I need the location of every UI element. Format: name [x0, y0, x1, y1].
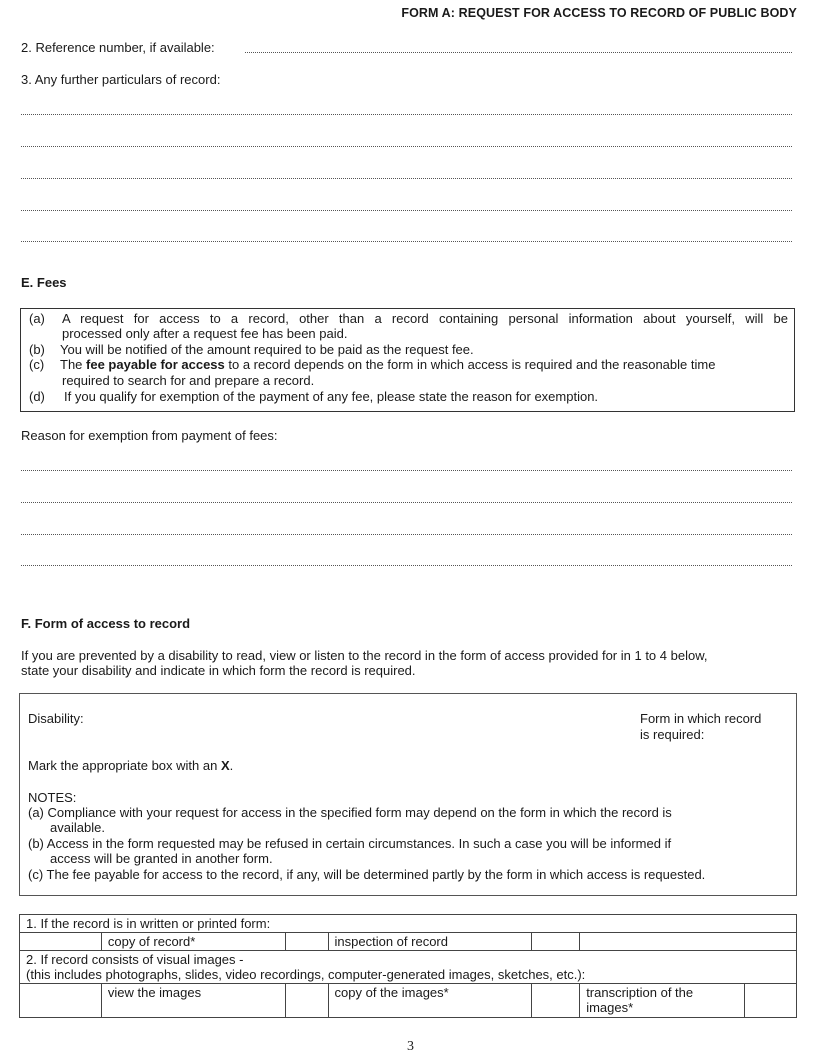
copy-of-record-label: copy of record* [101, 933, 285, 951]
exemption-line-4[interactable] [21, 565, 792, 566]
form-required-label: Form in which record is required: [640, 711, 762, 742]
exemption-label: Reason for exemption from payment of fees: [21, 428, 278, 443]
view-images-checkbox[interactable] [285, 984, 328, 1018]
form-of-access-intro-1: If you are prevented by a disability to read, view or listen to the record in the form of access provided for in 1 to 4 below, [21, 648, 708, 663]
copy-of-record-checkbox[interactable] [285, 933, 328, 951]
disability-label[interactable]: Disability: [28, 711, 84, 726]
particulars-line-2[interactable] [21, 146, 792, 147]
particulars-label: 3. Any further particulars of record: [21, 72, 221, 87]
table-row [20, 951, 797, 984]
particulars-line-3[interactable] [21, 178, 792, 179]
reference-number-field[interactable] [245, 52, 792, 53]
fees-info-box: (a) A request for access to a record, other than a record containing personal information about yourself, will be processed only after a request fee has been paid. (b) You will be notified of the amount required to be paid as the request fee. (c) The fee payable for access to a record depends on the form in which access is required and the reasonable time required to search for and prepare a record. (d) If you qualify for exemption of the payment of any fee, please state the reason for exemption. [20, 308, 795, 412]
copy-images-checkbox[interactable] [532, 984, 580, 1018]
view-images-label: view the images [101, 984, 285, 1018]
written-form-heading: 1. If the record is in written or printed form: [20, 915, 797, 933]
form-of-access-intro-2: state your disability and indicate in which form the record is required. [21, 663, 416, 678]
note-c: (c) The fee payable for access to the record, if any, will be determined partly by the form in which access is requested. [28, 867, 706, 882]
fees-heading: E. Fees [21, 275, 67, 290]
particulars-line-1[interactable] [21, 114, 792, 115]
inspection-of-record-checkbox[interactable] [532, 933, 580, 951]
notes-heading: NOTES: [28, 790, 77, 805]
disability-box [19, 693, 797, 896]
note-a-cont: available. [50, 820, 105, 835]
visual-images-heading: 2. If record consists of visual images - (this includes photographs, slides, video recordings, computer-generated images, sketches, etc.): [20, 951, 797, 984]
form-of-access-heading: F. Form of access to record [21, 616, 191, 631]
transcription-images-label: transcription of the images* [580, 984, 745, 1018]
exemption-line-2[interactable] [21, 502, 792, 503]
particulars-line-5[interactable] [21, 241, 792, 242]
inspection-of-record-label: inspection of record [328, 933, 532, 951]
copy-images-label: copy of the images* [328, 984, 532, 1018]
page-number: 3 [407, 1039, 414, 1054]
note-b-cont: access will be granted in another form. [50, 851, 273, 866]
note-b: (b) Access in the form requested may be refused in certain circumstances. In such a case you will be informed if [28, 836, 672, 851]
note-a: (a) Compliance with your request for access in the specified form may depend on the form in which the record is [28, 805, 672, 820]
exemption-line-1[interactable] [21, 470, 792, 471]
access-form-table [19, 914, 797, 1018]
table-row [20, 984, 797, 1018]
mark-instruction: Mark the appropriate box with an X. [28, 758, 234, 773]
reference-number-label: 2. Reference number, if available: [21, 40, 215, 55]
particulars-line-4[interactable] [21, 210, 792, 211]
table-row [20, 915, 797, 933]
form-title: FORM A: REQUEST FOR ACCESS TO RECORD OF PUBLIC BODY [401, 6, 797, 20]
transcription-images-checkbox[interactable] [745, 984, 797, 1018]
exemption-line-3[interactable] [21, 534, 792, 535]
table-row [20, 933, 797, 951]
